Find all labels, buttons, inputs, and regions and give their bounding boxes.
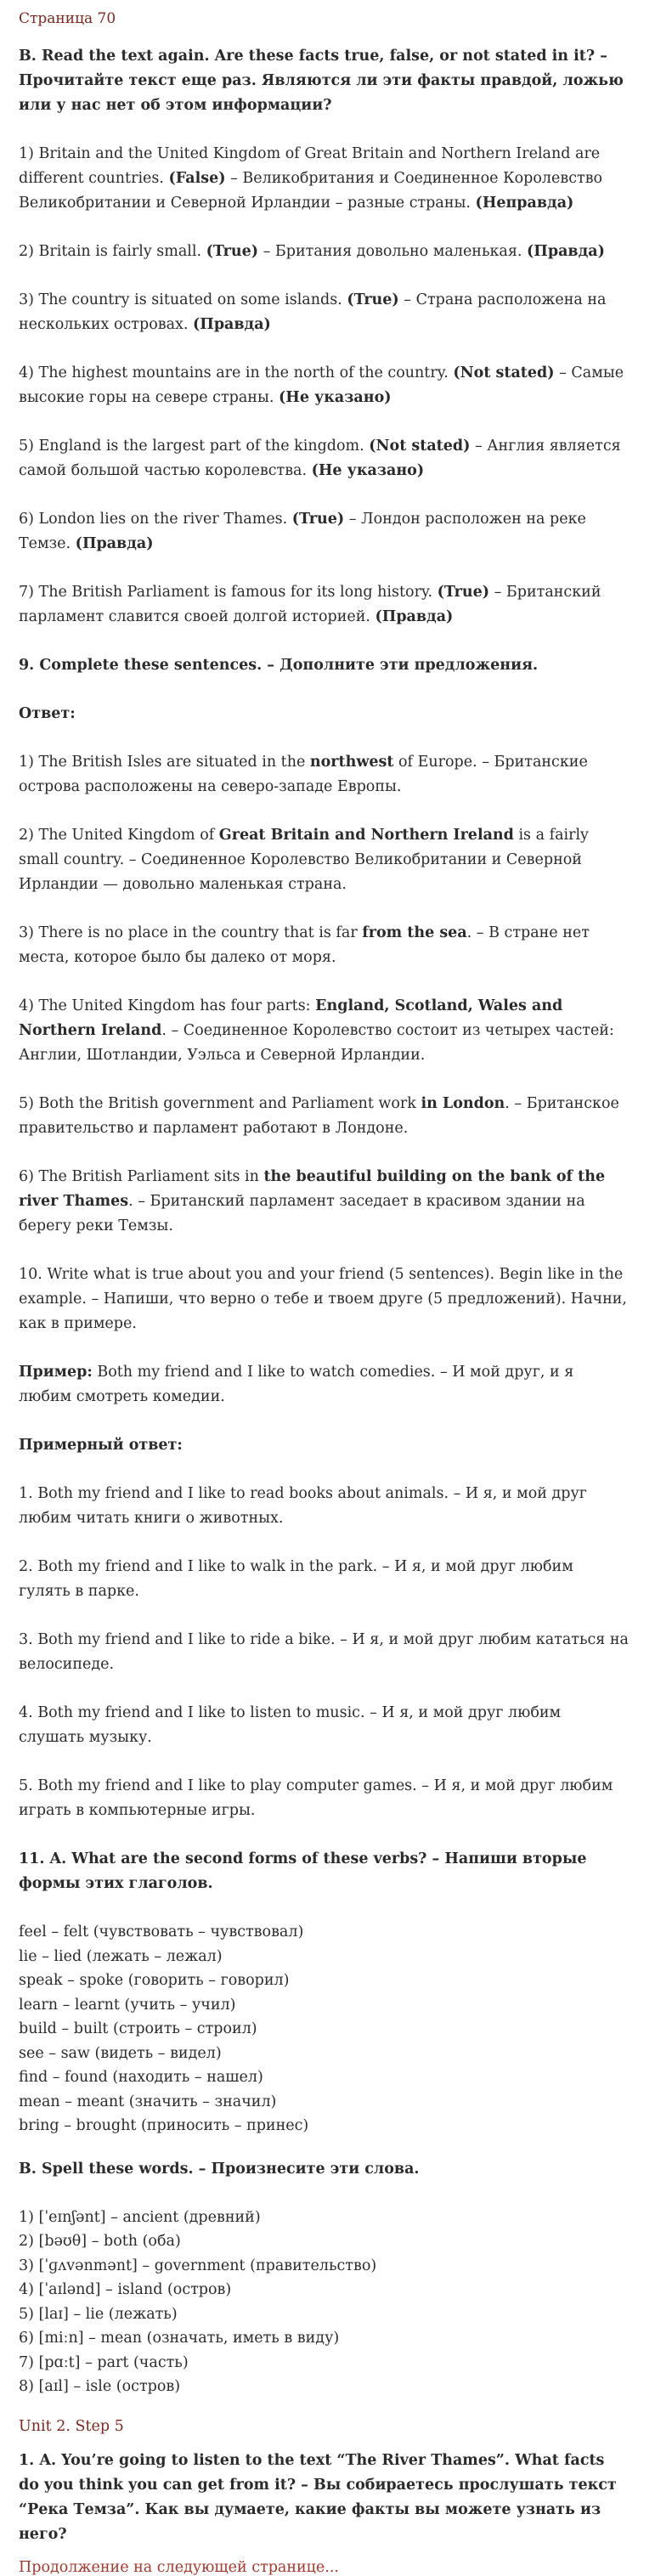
sentence-item-block: [19, 823, 630, 897]
continue-link[interactable]: Продолжение на следующей странице...: [19, 2558, 339, 2576]
sentence-item-part: is a fairly small country. – Соединенное Королевство Великобритании и Северной Ирландии — довольно маленькая страна.: [19, 827, 589, 893]
verb-item: speak – spoke (говорить – говорил): [19, 1972, 290, 1989]
fact-item-part: – Британский парламент славится своей долгой историей.: [19, 584, 601, 625]
sample-answer-item: 5. Both my friend and I like to play computer games. – И я, и мой друг любим играть в компьютерные игры.: [19, 1777, 613, 1819]
fact-item-part: – Англия является самой большой частью королевства.: [19, 438, 621, 479]
sentence-item-block: [19, 750, 630, 799]
sentence-item: [19, 1092, 630, 1141]
task10-block: [19, 1263, 630, 1336]
spell-word-item: 3) [ˈɡʌvənmənt] – government (правительство): [19, 2257, 377, 2274]
fact-item-block: [19, 507, 630, 556]
verb-item: build – built (строить – строил): [19, 2020, 257, 2037]
fact-item-part: (True): [347, 291, 399, 308]
fact-item-block: [19, 142, 630, 216]
fact-item-part: 7) The British Parliament is famous for its long history.: [19, 584, 438, 601]
sample-answers-list: [19, 1482, 630, 1823]
sentence-item-part: 1) The British Isles are situated in the: [19, 754, 310, 771]
sentence-item: [19, 823, 630, 897]
fact-item-part: – Лондон расположен на реке Темзе.: [19, 511, 586, 552]
sentence-item-part: northwest: [309, 754, 394, 771]
sentence-item: [19, 994, 630, 1068]
fact-item-part: (True): [291, 511, 345, 528]
fact-item: [19, 507, 630, 556]
fact-item-part: (Не указано): [279, 389, 392, 406]
task10-text: 10. Write what is true about you and your friend (5 sentences). Begin like in the example. – Напиши, что верно о тебе и твоем друге (5 предложений). Начни, как в примере.: [19, 1266, 627, 1332]
sentence-item-block: [19, 921, 630, 970]
sentence-item-part: . – Соединенное Королевство состоит из четырех частей: Англии, Шотландии, Уэльса и Северной Ирландии.: [19, 1022, 614, 1064]
section-b-heading-block: [19, 44, 630, 118]
fact-item-part: 4) The highest mountains are in the north of the country.: [19, 364, 454, 381]
sentence-item: [19, 921, 630, 970]
sentence-item-part: 4) The United Kingdom has four parts:: [19, 997, 316, 1014]
fact-item-part: 1) Britain and the United Kingdom of Great Britain and Northern Ireland are different countries.: [19, 145, 601, 187]
fact-item: [19, 361, 630, 410]
fact-item-part: (Not stated): [453, 364, 555, 381]
task9-heading-block: [19, 653, 630, 678]
spell-word-item: 4) [ˈaɪlənd] – island (остров): [19, 2281, 232, 2298]
fact-item-part: – Страна расположена на нескольких островах.: [19, 291, 607, 333]
fact-item-block: [19, 434, 630, 483]
fact-item-part: (Правда): [527, 243, 605, 260]
fact-item: [19, 142, 630, 216]
fact-item-part: (Правда): [375, 608, 454, 625]
sample-answer-item-block: [19, 1774, 630, 1823]
fact-item-part: (Неправда): [475, 195, 574, 212]
facts-list: [19, 142, 630, 630]
sample-answer-item-block: [19, 1701, 630, 1750]
spell-word-item: 7) [pɑːt] – part (часть): [19, 2353, 189, 2371]
sentence-item-part: 2) The United Kingdom of: [19, 827, 219, 844]
sentence-item-part: England, Scotland, Wales and Northern Ireland: [19, 997, 563, 1039]
spell-word-item: 6) [miːn] – mean (означать, иметь в виду): [19, 2330, 340, 2347]
sentence-item-part: 5) Both the British government and Parliament work: [19, 1095, 421, 1112]
fact-item-part: (Правда): [193, 316, 271, 333]
fact-item-part: 6) London lies on the river Thames.: [19, 511, 292, 528]
task11b-heading: B. Spell these words. – Произнесите эти слова.: [19, 2160, 420, 2178]
sentence-item-part: the beautiful building on the bank of the river Thames: [19, 1168, 606, 1210]
task11b-block: [19, 2157, 630, 2182]
spell-word-item: 8) [aɪl] – isle (остров): [19, 2378, 181, 2395]
verb-item: see – saw (видеть – видел): [19, 2044, 222, 2062]
fact-item-part: (Не указано): [311, 462, 425, 479]
verb-item: bring – brought (приносить – принес): [19, 2117, 309, 2134]
fact-item-part: – Великобритания и Соединенное Королевство Великобритании и Северной Ирландии – разные страны.: [19, 170, 603, 212]
sentence-item: [19, 750, 630, 799]
fact-item-part: – Британия довольно маленькая.: [258, 243, 528, 260]
sample-answer-label: Примерный ответ:: [19, 1437, 183, 1454]
fact-item-part: 5) England is the largest part of the kingdom.: [19, 438, 370, 455]
sentence-item-part: . – В стране нет места, которое было бы далеко от моря.: [19, 924, 590, 966]
fact-item-part: 3) The country is situated on some islands.: [19, 291, 347, 308]
sentences-list: [19, 750, 630, 1239]
sentence-item-block: [19, 1165, 630, 1239]
sentence-item-part: of Europe. – Британские острова расположены на северо-западе Европы.: [19, 754, 588, 795]
unit-step-label: Unit 2. Step 5: [19, 2417, 124, 2435]
answer-label: Ответ:: [19, 705, 76, 722]
task11a-block: [19, 1847, 630, 1896]
fact-item-block: [19, 580, 630, 630]
fact-item: [19, 288, 630, 337]
fact-item-block: [19, 240, 630, 264]
spell-word-item: 2) [bəʊθ] – both (оба): [19, 2233, 181, 2250]
fact-item-part: 2) Britain is fairly small.: [19, 243, 206, 260]
sample-answer-item-block: [19, 1628, 630, 1677]
verb-item: find – found (находить – нашел): [19, 2069, 263, 2086]
task1a-block: [19, 2449, 630, 2547]
verb-item: feel – felt (чувствовать – чувствовал): [19, 1924, 304, 1940]
sample-answer-item-block: [19, 1555, 630, 1604]
page-label: Страница 70: [19, 10, 116, 27]
fact-item-block: [19, 288, 630, 337]
task1a-heading: 1. A. You’re going to listen to the text “The River Thames”. What facts do you think you can get from it? – Вы собираетесь прослушать текст “Река Темза”. Как вы думаете, какие факты вы можете узнать из него?: [19, 2451, 617, 2543]
fact-item: [19, 240, 630, 264]
sentence-item-part: Great Britain and Northern Ireland: [218, 827, 514, 844]
spell-words-list: [19, 2206, 630, 2399]
task11a-heading: 11. A. What are the second forms of these verbs? – Напиши вторые формы этих глаголов.: [19, 1850, 587, 1892]
sentence-item-part: in London: [421, 1095, 505, 1112]
spell-word-item: 5) [laɪ] – lie (лежать): [19, 2305, 178, 2323]
sentence-item-part: . – Британское правительство и парламент работают в Лондоне.: [19, 1095, 619, 1137]
example-block: [19, 1360, 630, 1409]
fact-item: [19, 580, 630, 630]
answer-label-block: [19, 702, 630, 726]
verbs-list: [19, 1920, 630, 2138]
fact-item: [19, 434, 630, 483]
verb-item: mean – meant (значить – значил): [19, 2093, 277, 2110]
sample-answer-item: 1. Both my friend and I like to read books about animals. – И я, и мой друг любим читать книги о животных.: [19, 1485, 587, 1527]
sentence-item-part: 3) There is no place in the country that is far: [19, 924, 363, 941]
sentence-item: [19, 1165, 630, 1239]
sentence-item-block: [19, 994, 630, 1068]
fact-item-part: (True): [206, 243, 259, 260]
fact-item-block: [19, 361, 630, 410]
example-label: Пример:: [19, 1364, 93, 1381]
fact-item-part: – Самые высокие горы на севере страны.: [19, 364, 624, 406]
sentence-item-block: [19, 1092, 630, 1141]
task9-heading: 9. Complete these sentences. – Дополните эти предложения.: [19, 657, 539, 674]
sample-answer-label-block: [19, 1433, 630, 1458]
verb-item: lie – lied (лежать – лежал): [19, 1947, 223, 1965]
sample-answer-item: 3. Both my friend and I like to ride a bike. – И я, и мой друг любим кататься на велосипеде.: [19, 1631, 629, 1673]
sentence-item-part: 6) The British Parliament sits in: [19, 1168, 264, 1185]
example-sentence: Both my friend and I like to watch comedies. – И мой друг, и я любим смотреть комедии.: [19, 1364, 574, 1405]
sample-answer-item-block: [19, 1482, 630, 1531]
fact-item-part: (Not stated): [369, 438, 471, 455]
verb-item: learn – learnt (учить – учил): [19, 1996, 236, 2014]
sample-answer-item: 4. Both my friend and I like to listen to music. – И я, и мой друг любим слушать музыку.: [19, 1704, 562, 1746]
fact-item-part: (Правда): [75, 535, 154, 552]
section-b-heading: B. Read the text again. Are these facts true, false, or not stated in it? – Прочитайте текст еще раз. Являются ли эти факты правдой, ложью или у нас нет об этом информации?: [19, 48, 624, 114]
sample-answer-item: 2. Both my friend and I like to walk in the park. – И я, и мой друг любим гулять в парке.: [19, 1558, 573, 1600]
fact-item-part: (True): [437, 584, 490, 601]
sentence-item-part: . – Британский парламент заседает в красивом здании на берегу реки Темзы.: [19, 1193, 585, 1234]
sentence-item-part: from the sea: [362, 924, 467, 941]
spell-word-item: 1) [ˈeɪnʃənt] – ancient (древний): [19, 2208, 261, 2226]
example-text: [19, 1360, 630, 1409]
fact-item-part: (False): [168, 170, 226, 187]
